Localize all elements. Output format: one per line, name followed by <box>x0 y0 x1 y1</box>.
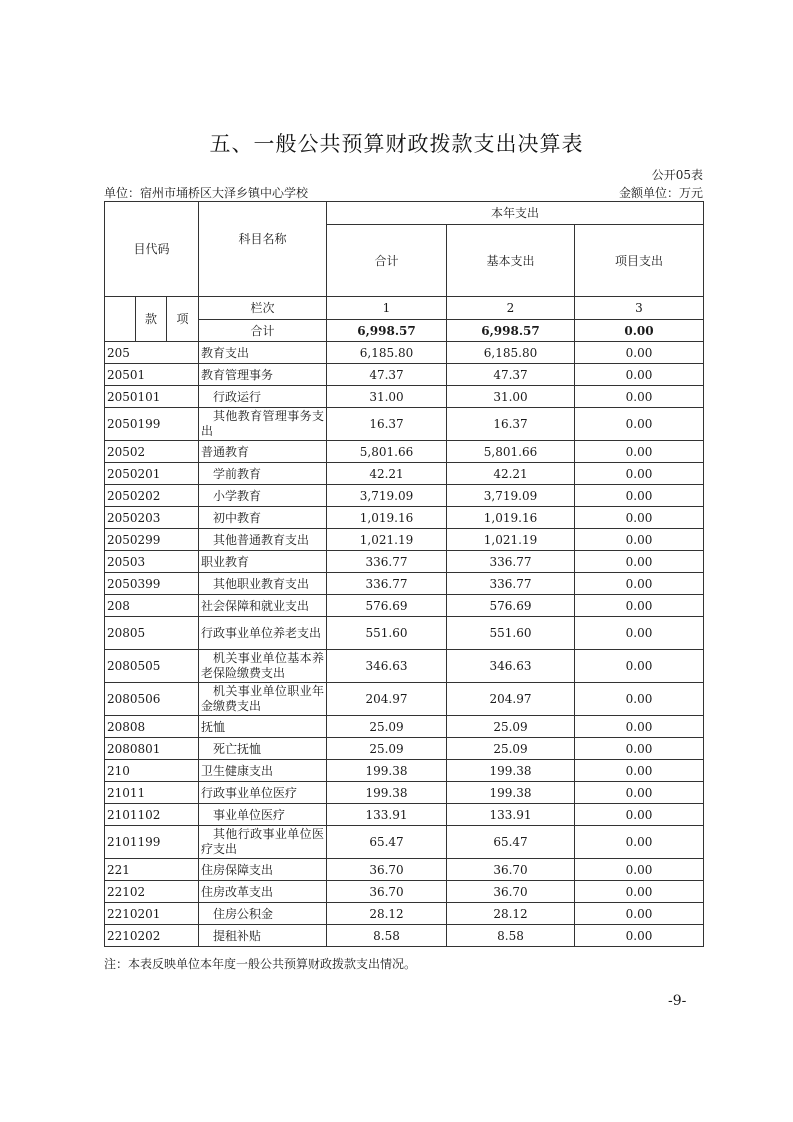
row-name: 其他职业教育支出 <box>199 573 327 595</box>
row-total: 3,719.09 <box>327 485 447 507</box>
header-total: 合计 <box>327 225 447 297</box>
row-total: 42.21 <box>327 463 447 485</box>
row-basic: 3,719.09 <box>447 485 575 507</box>
column-number-2: 2 <box>447 297 575 320</box>
row-total: 551.60 <box>327 617 447 650</box>
row-total: 65.47 <box>327 826 447 859</box>
row-project: 0.00 <box>575 683 704 716</box>
row-code: 205 <box>105 342 199 364</box>
header-code: 目代码 <box>105 202 199 297</box>
row-project: 0.00 <box>575 507 704 529</box>
row-project: 0.00 <box>575 342 704 364</box>
row-name: 机关事业单位基本养老保险缴费支出 <box>199 650 327 683</box>
row-name: 机关事业单位职业年金缴费支出 <box>199 683 327 716</box>
row-project: 0.00 <box>575 573 704 595</box>
table-note: 注：本表反映单位本年度一般公共预算财政拨款支出情况。 <box>104 957 417 971</box>
table-row <box>105 716 704 738</box>
row-basic: 36.70 <box>447 859 575 881</box>
row-basic: 25.09 <box>447 716 575 738</box>
row-basic: 25.09 <box>447 738 575 760</box>
row-code: 2080506 <box>105 683 199 716</box>
row-name: 住房公积金 <box>199 903 327 925</box>
row-project: 0.00 <box>575 782 704 804</box>
row-project: 0.00 <box>575 925 704 947</box>
table-row <box>105 408 704 441</box>
sum-basic: 6,998.57 <box>447 320 575 342</box>
row-name: 事业单位医疗 <box>199 804 327 826</box>
row-basic: 47.37 <box>447 364 575 386</box>
row-project: 0.00 <box>575 859 704 881</box>
row-code: 2080505 <box>105 650 199 683</box>
row-code: 221 <box>105 859 199 881</box>
row-name: 职业教育 <box>199 551 327 573</box>
row-name: 小学教育 <box>199 485 327 507</box>
header-basic: 基本支出 <box>447 225 575 297</box>
header-kuan: 款 <box>136 297 167 342</box>
row-project: 0.00 <box>575 760 704 782</box>
row-project: 0.00 <box>575 716 704 738</box>
table-row <box>105 342 704 364</box>
row-name: 教育支出 <box>199 342 327 364</box>
row-basic: 5,801.66 <box>447 441 575 463</box>
sum-total: 6,998.57 <box>327 320 447 342</box>
row-project: 0.00 <box>575 903 704 925</box>
row-total: 133.91 <box>327 804 447 826</box>
row-basic: 199.38 <box>447 760 575 782</box>
column-number-1: 1 <box>327 297 447 320</box>
row-name: 社会保障和就业支出 <box>199 595 327 617</box>
row-code: 2050101 <box>105 386 199 408</box>
row-project: 0.00 <box>575 881 704 903</box>
unit-label: 单位：宿州市埇桥区大泽乡镇中心学校 <box>104 186 309 200</box>
row-project: 0.00 <box>575 364 704 386</box>
row-total: 16.37 <box>327 408 447 441</box>
table-row <box>105 617 704 650</box>
header-name: 科目名称 <box>199 202 327 297</box>
row-project: 0.00 <box>575 386 704 408</box>
row-name: 行政运行 <box>199 386 327 408</box>
row-total: 31.00 <box>327 386 447 408</box>
row-code: 20502 <box>105 441 199 463</box>
row-basic: 199.38 <box>447 782 575 804</box>
amount-unit: 金额单位：万元 <box>618 186 703 200</box>
row-name: 死亡抚恤 <box>199 738 327 760</box>
row-code: 2210202 <box>105 925 199 947</box>
row-total: 8.58 <box>327 925 447 947</box>
row-project: 0.00 <box>575 441 704 463</box>
row-total: 199.38 <box>327 782 447 804</box>
row-code: 20503 <box>105 551 199 573</box>
table-row <box>105 573 704 595</box>
row-name: 普通教育 <box>199 441 327 463</box>
row-name: 抚恤 <box>199 716 327 738</box>
row-total: 25.09 <box>327 738 447 760</box>
row-name: 其他教育管理事务支出 <box>199 408 327 441</box>
page-title: 五、一般公共预算财政拨款支出决算表 <box>209 132 584 156</box>
row-name: 初中教育 <box>199 507 327 529</box>
row-total: 346.63 <box>327 650 447 683</box>
row-name: 行政事业单位医疗 <box>199 782 327 804</box>
sum-project: 0.00 <box>575 320 704 342</box>
row-code: 2050199 <box>105 408 199 441</box>
row-name: 住房改革支出 <box>199 881 327 903</box>
row-basic: 31.00 <box>447 386 575 408</box>
row-basic: 576.69 <box>447 595 575 617</box>
row-code: 2101102 <box>105 804 199 826</box>
row-total: 47.37 <box>327 364 447 386</box>
table-row <box>105 903 704 925</box>
row-basic: 346.63 <box>447 650 575 683</box>
row-basic: 28.12 <box>447 903 575 925</box>
table-row <box>105 386 704 408</box>
header-current-year: 本年支出 <box>327 202 704 225</box>
table-row <box>105 738 704 760</box>
table-row <box>105 760 704 782</box>
header-lei-blank <box>105 297 136 342</box>
row-basic: 65.47 <box>447 826 575 859</box>
row-code: 22102 <box>105 881 199 903</box>
row-project: 0.00 <box>575 617 704 650</box>
header-xiang: 项 <box>167 297 199 342</box>
row-code: 2050203 <box>105 507 199 529</box>
row-total: 1,021.19 <box>327 529 447 551</box>
row-total: 204.97 <box>327 683 447 716</box>
row-name: 行政事业单位养老支出 <box>199 617 327 650</box>
row-code: 20808 <box>105 716 199 738</box>
expenditure-table <box>104 201 704 947</box>
row-code: 2050399 <box>105 573 199 595</box>
row-project: 0.00 <box>575 826 704 859</box>
row-project: 0.00 <box>575 529 704 551</box>
table-row <box>105 485 704 507</box>
row-code: 20805 <box>105 617 199 650</box>
sum-label: 合计 <box>199 320 327 342</box>
row-total: 1,019.16 <box>327 507 447 529</box>
row-project: 0.00 <box>575 804 704 826</box>
column-number-3: 3 <box>575 297 704 320</box>
table-row <box>105 881 704 903</box>
table-row <box>105 782 704 804</box>
column-label: 栏次 <box>199 297 327 320</box>
row-total: 336.77 <box>327 551 447 573</box>
row-basic: 204.97 <box>447 683 575 716</box>
table-row <box>105 683 704 716</box>
row-code: 2080801 <box>105 738 199 760</box>
table-row <box>105 441 704 463</box>
row-name: 提租补贴 <box>199 925 327 947</box>
table-row <box>105 826 704 859</box>
row-code: 2210201 <box>105 903 199 925</box>
table-row <box>105 507 704 529</box>
row-basic: 42.21 <box>447 463 575 485</box>
row-name: 其他行政事业单位医疗支出 <box>199 826 327 859</box>
row-basic: 336.77 <box>447 573 575 595</box>
row-code: 2050201 <box>105 463 199 485</box>
row-total: 336.77 <box>327 573 447 595</box>
row-code: 208 <box>105 595 199 617</box>
form-number: 公开05表 <box>651 168 703 182</box>
row-basic: 6,185.80 <box>447 342 575 364</box>
table-row <box>105 551 704 573</box>
row-basic: 16.37 <box>447 408 575 441</box>
row-basic: 133.91 <box>447 804 575 826</box>
row-basic: 36.70 <box>447 881 575 903</box>
row-basic: 1,019.16 <box>447 507 575 529</box>
row-code: 20501 <box>105 364 199 386</box>
row-project: 0.00 <box>575 595 704 617</box>
row-total: 36.70 <box>327 881 447 903</box>
table-row <box>105 859 704 881</box>
row-name: 教育管理事务 <box>199 364 327 386</box>
table-row <box>105 650 704 683</box>
row-project: 0.00 <box>575 463 704 485</box>
table-row <box>105 925 704 947</box>
row-name: 卫生健康支出 <box>199 760 327 782</box>
table-row <box>105 463 704 485</box>
row-code: 210 <box>105 760 199 782</box>
row-project: 0.00 <box>575 485 704 507</box>
row-project: 0.00 <box>575 551 704 573</box>
row-basic: 551.60 <box>447 617 575 650</box>
header-project: 项目支出 <box>575 225 704 297</box>
row-project: 0.00 <box>575 408 704 441</box>
table-row <box>105 364 704 386</box>
table-row <box>105 595 704 617</box>
row-name: 学前教育 <box>199 463 327 485</box>
row-total: 199.38 <box>327 760 447 782</box>
table-row <box>105 804 704 826</box>
row-total: 28.12 <box>327 903 447 925</box>
row-project: 0.00 <box>575 650 704 683</box>
row-total: 6,185.80 <box>327 342 447 364</box>
row-basic: 8.58 <box>447 925 575 947</box>
row-code: 2101199 <box>105 826 199 859</box>
row-total: 25.09 <box>327 716 447 738</box>
row-code: 21011 <box>105 782 199 804</box>
row-code: 2050202 <box>105 485 199 507</box>
row-code: 2050299 <box>105 529 199 551</box>
table-row <box>105 529 704 551</box>
row-basic: 336.77 <box>447 551 575 573</box>
row-name: 住房保障支出 <box>199 859 327 881</box>
row-total: 36.70 <box>327 859 447 881</box>
page-number: -9- <box>668 993 687 1009</box>
row-basic: 1,021.19 <box>447 529 575 551</box>
row-total: 5,801.66 <box>327 441 447 463</box>
row-name: 其他普通教育支出 <box>199 529 327 551</box>
row-total: 576.69 <box>327 595 447 617</box>
row-project: 0.00 <box>575 738 704 760</box>
